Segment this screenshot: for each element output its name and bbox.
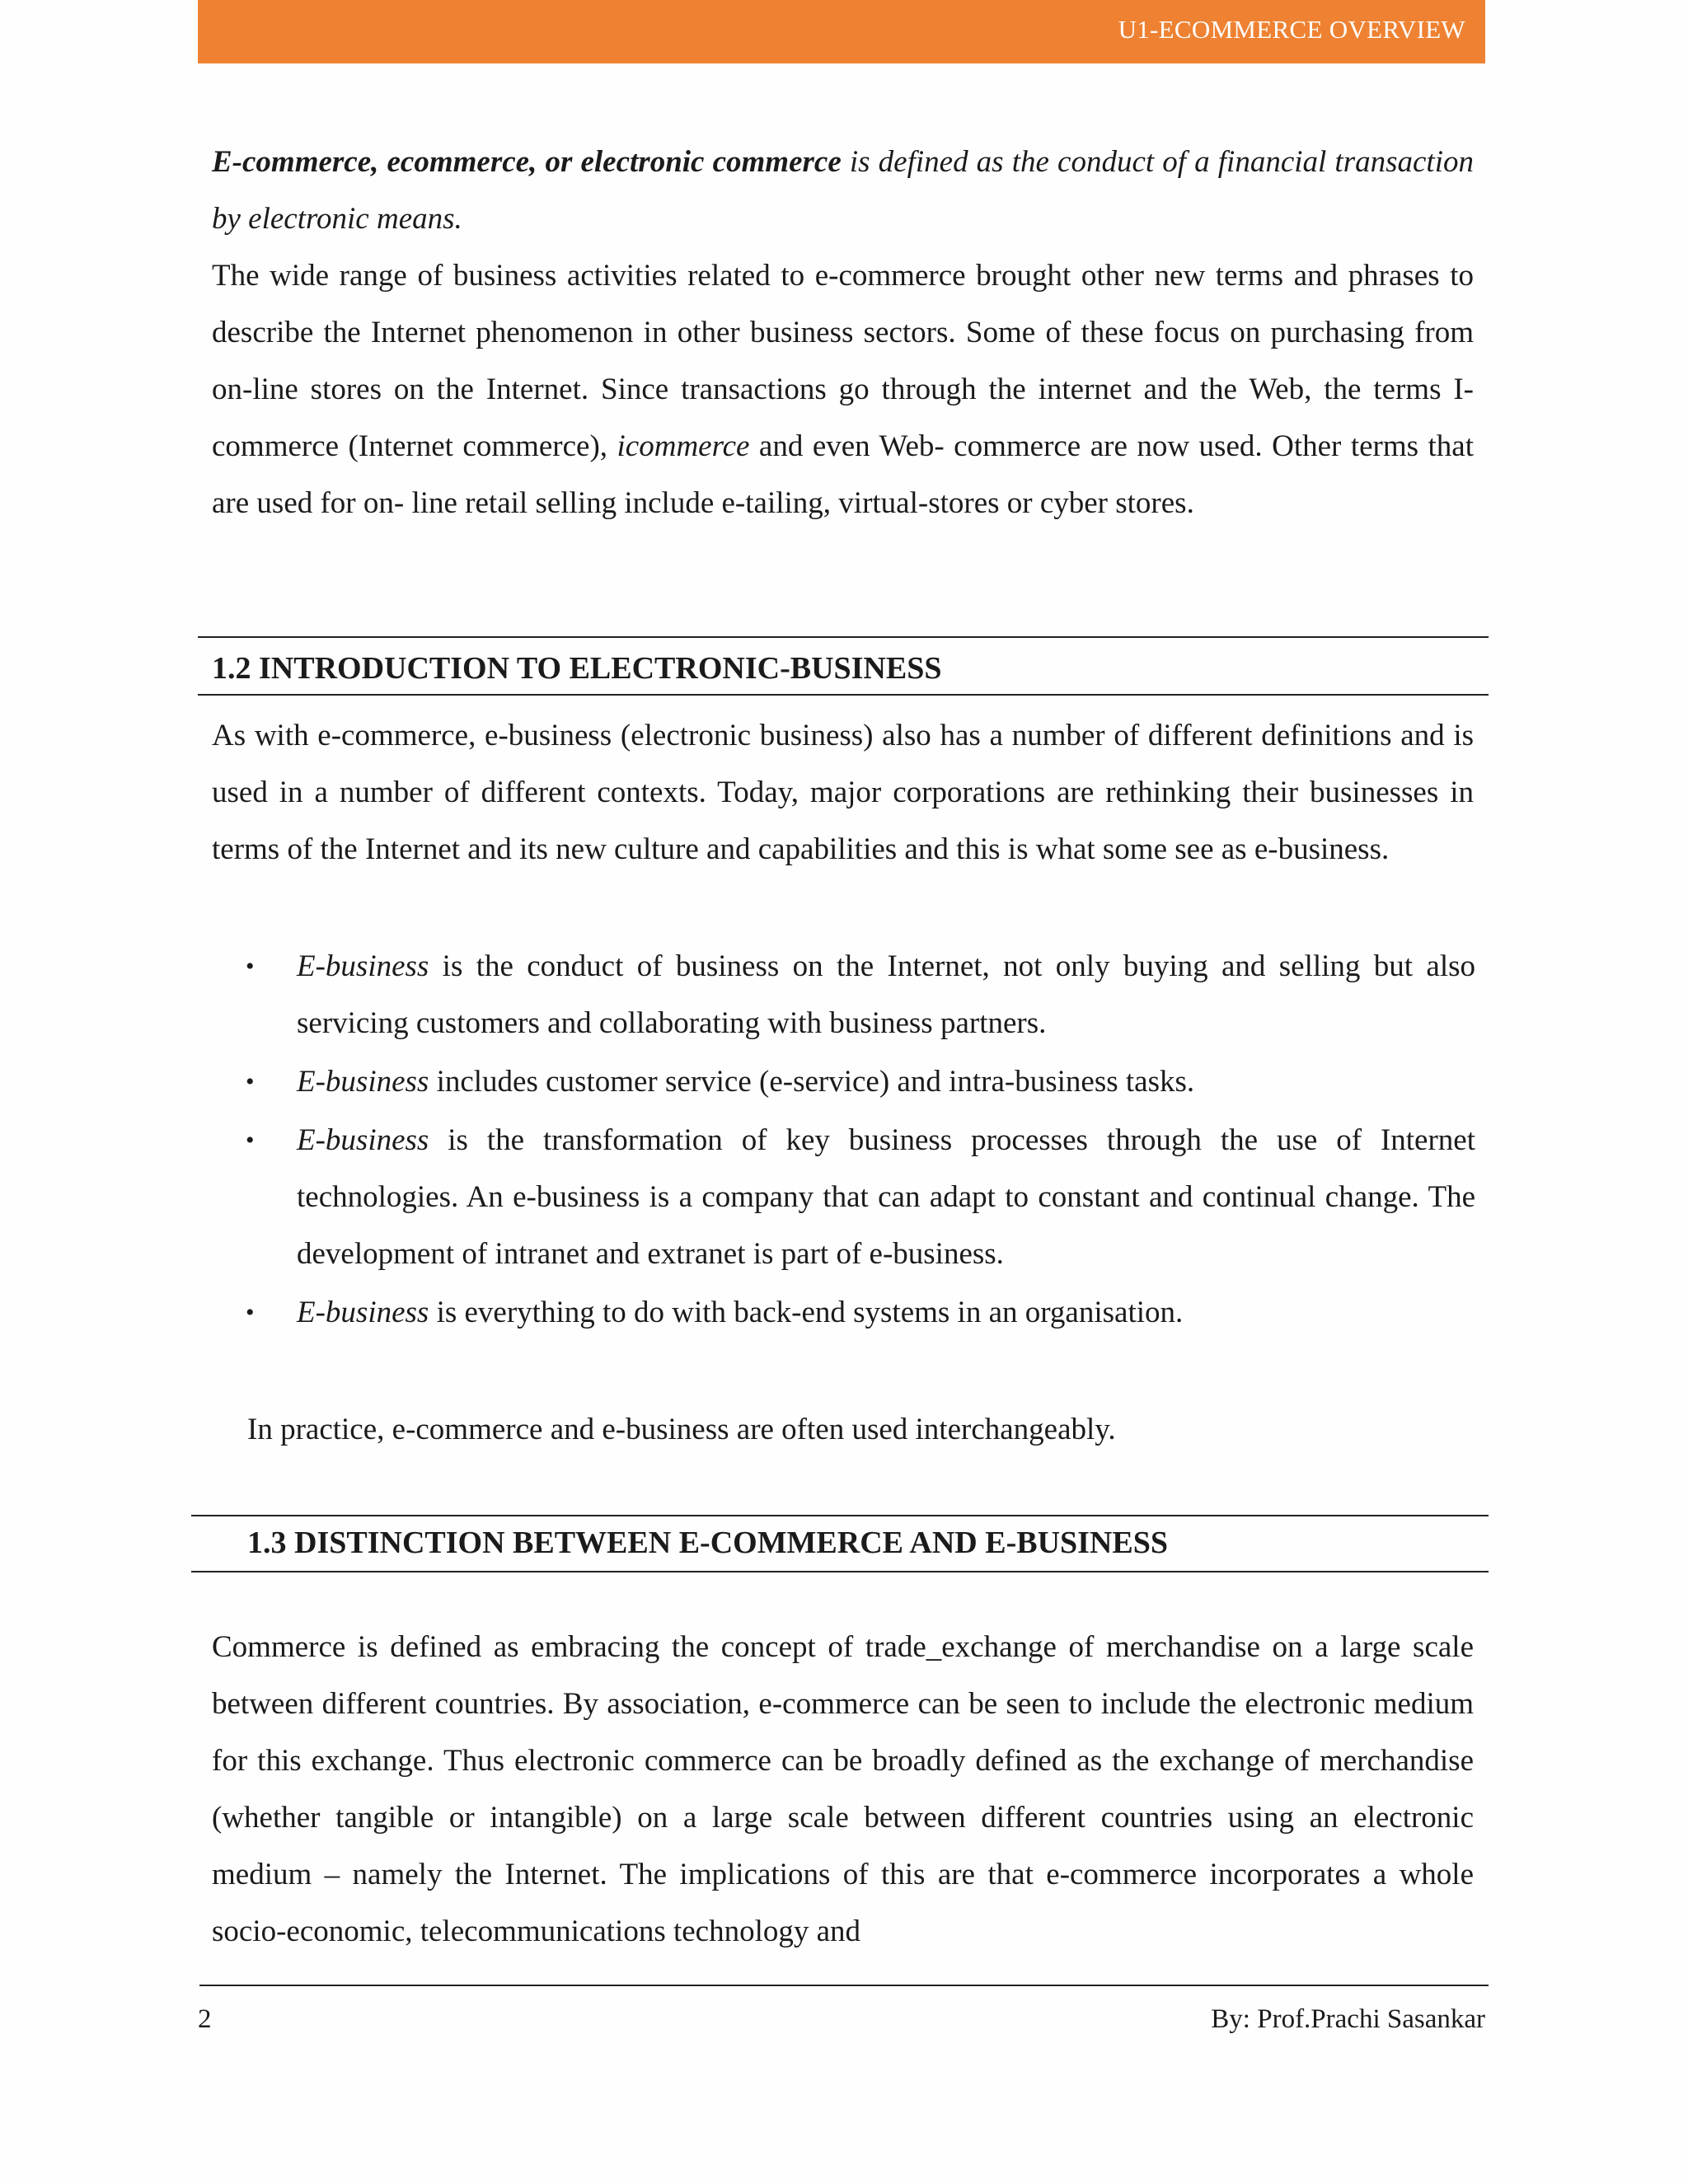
bullet-lead: E-business [297,1123,429,1157]
header-title: U1-ECOMMERCE OVERVIEW [1118,15,1465,44]
bullet-text: includes customer service (e-service) and intra-business tasks. [429,1065,1195,1099]
bullet-text: is the transformation of key business processes through the use of Internet technologies. An e-business is a company that can adapt to constant and continual change. The development of intranet and extranet is part of e-business. [297,1123,1475,1271]
list-item [239,938,1475,1052]
intro-body [212,247,1474,532]
intro-definition [212,134,1474,247]
bullet-lead: E-business [297,949,429,983]
intro-body-italic: icommerce [617,429,750,463]
page-number: 2 [198,2004,212,2034]
practice-note: In practice, e-commerce and e-business are often used interchangeably. [247,1413,1116,1446]
list-item [239,1284,1475,1341]
bullet-text: is everything to do with back-end systems in an organisation. [429,1296,1184,1329]
section-1-3-bottom-rule [191,1571,1489,1572]
e-business-bullet-list [239,938,1475,1343]
intro-term: E-commerce, ecommerce, or electronic commerce [212,145,842,179]
section-1-3-top-rule [191,1515,1489,1516]
bullet-lead: E-business [297,1065,429,1099]
section-1-2-paragraph: As with e-commerce, e-business (electronic business) also has a number of different definitions and is used in a number of different contexts. Today, major corporations are rethinking their businesses in terms of the Internet and its new culture and capabilities and this is what some see as e-business. [212,719,1474,866]
section-1-2-top-rule [198,636,1489,638]
section-1-3-heading: 1.3 DISTINCTION BETWEEN E-COMMERCE AND E-BUSINESS [247,1526,1168,1560]
bullet-icon: • [246,953,255,980]
bullet-lead: E-business [297,1296,429,1329]
intro-definition-text: is defined as the conduct of a financial transaction by electronic means. [212,145,1474,236]
footer-rule [199,1985,1489,1986]
list-item [239,1053,1475,1110]
header-bar [198,0,1485,63]
section-1-3-paragraph: Commerce is defined as embracing the concept of trade_exchange of merchandise on a large scale between different countries. By association, e-commerce can be seen to include the electronic medium for this exchange. Thus electronic commerce can be broadly defined as the exchange of merchandise (whether tangible or intangible) on a large scale between different countries using an electronic medium – namely the Internet. The implications of this are that e-commerce incorporates a whole socio-economic, telecommunications technology and [212,1630,1474,1948]
intro-body-part2: and even Web- commerce are now used. Other terms that are used for on- line retail selling include e-tailing, virtual-stores or cyber stores. [212,429,1474,520]
bullet-icon: • [246,1127,255,1154]
intro-body-part1: The wide range of business activities related to e-commerce brought other new terms and phrases to describe the Internet phenomenon in other business sectors. Some of these focus on purchasing from on-line stores on the Internet. Since transactions go through the internet and the Web, the terms I-commerce (Internet commerce), [212,259,1474,463]
section-1-2-heading: 1.2 INTRODUCTION TO ELECTRONIC-BUSINESS [212,651,942,686]
bullet-icon: • [246,1299,255,1326]
footer-author: By: Prof.Prachi Sasankar [1211,2004,1485,2034]
section-1-2-bottom-rule [198,694,1489,696]
bullet-text: is the conduct of business on the Internet, not only buying and selling but also servicing customers and collaborating with business partners. [297,949,1475,1040]
list-item [239,1112,1475,1282]
bullet-icon: • [246,1068,255,1095]
